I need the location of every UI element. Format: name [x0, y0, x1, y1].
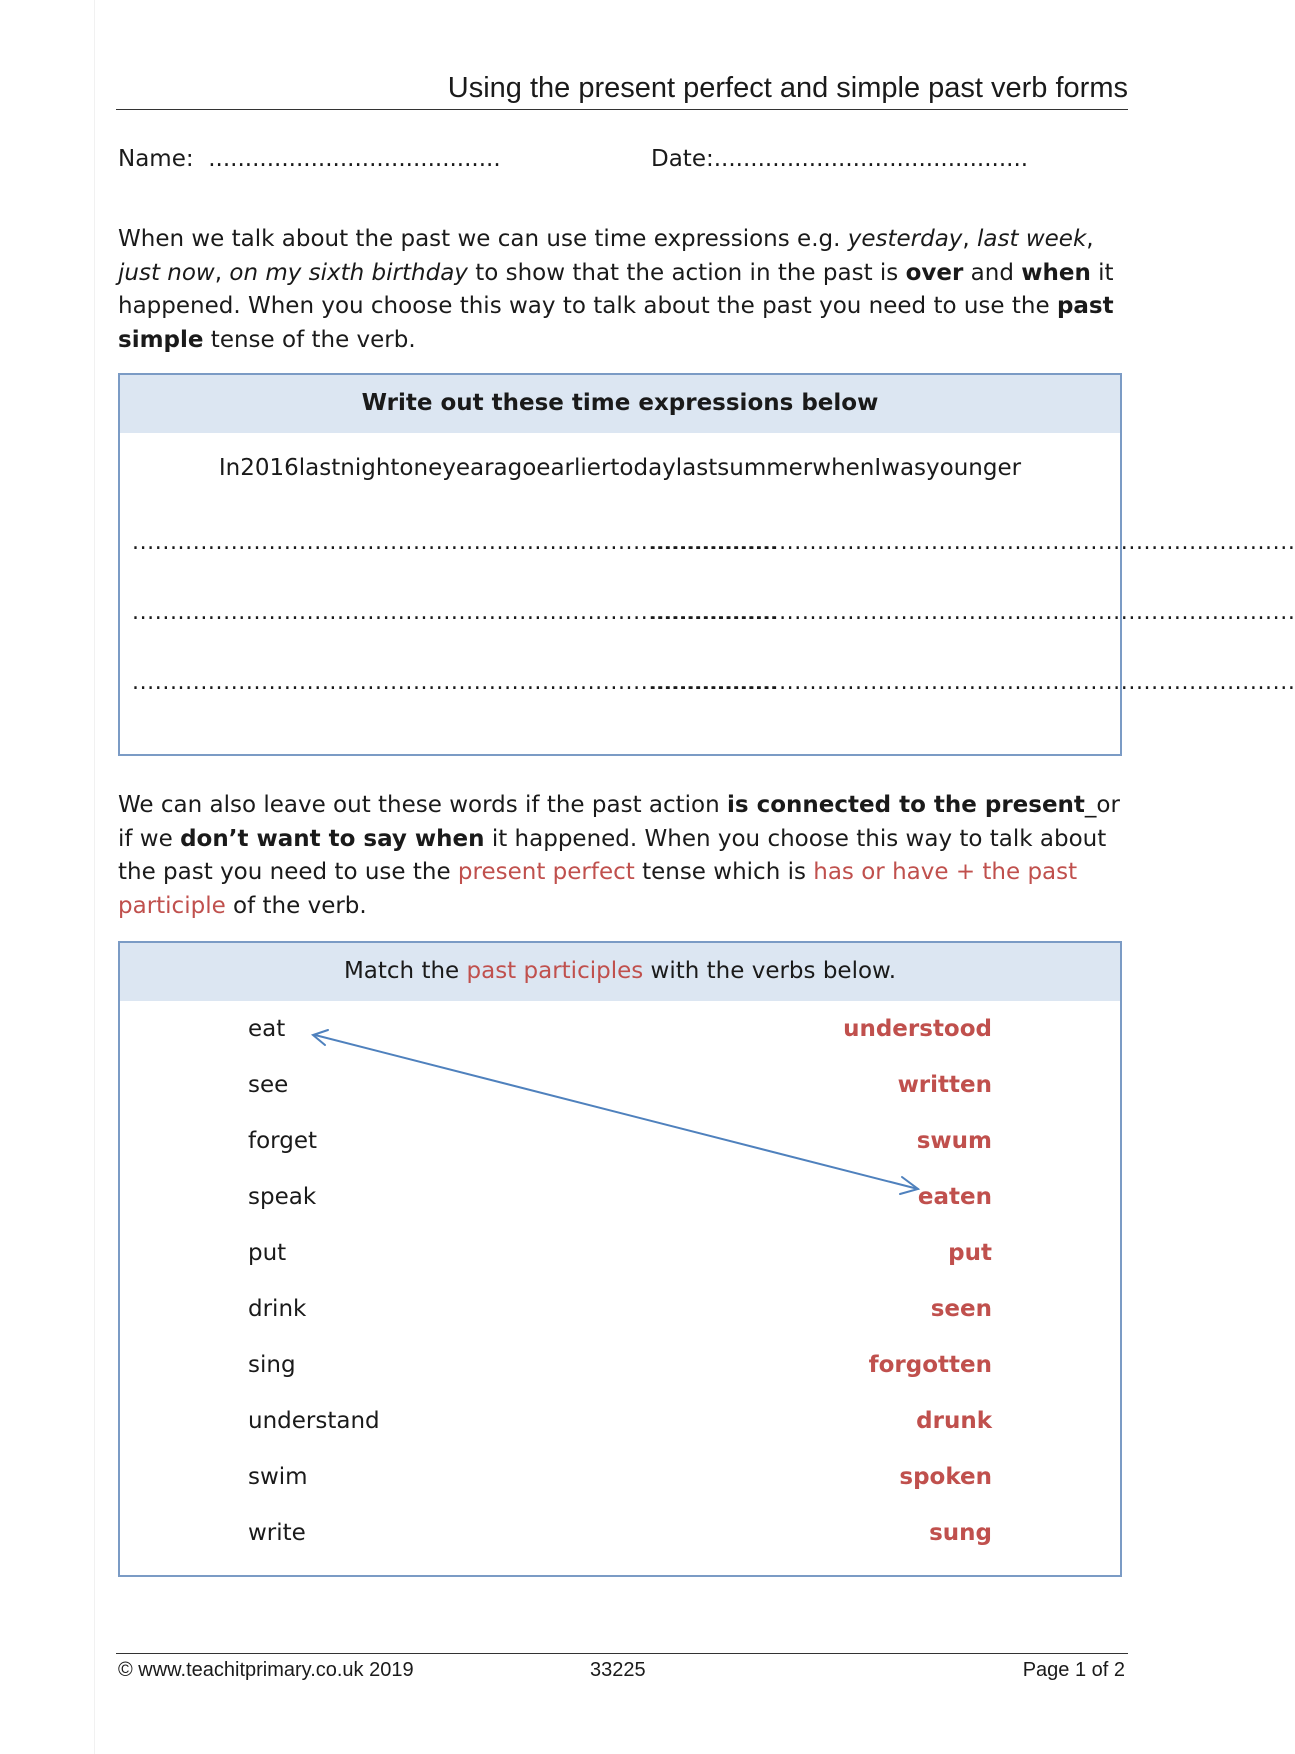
verb-item[interactable]: drink	[248, 1296, 307, 1322]
answer-line[interactable]: .....................................................................................	[650, 670, 1295, 695]
arrow-head-end	[900, 1177, 918, 1194]
participle-item[interactable]: put	[948, 1240, 992, 1266]
verb-item[interactable]: eat	[248, 1016, 286, 1042]
verb-item[interactable]: understand	[248, 1408, 380, 1434]
time-expressions-box	[118, 373, 1295, 756]
verb-item[interactable]: sing	[248, 1352, 296, 1378]
footer-copyright: © www.teachitprimary.co.uk 2019	[118, 1659, 414, 1681]
answer-line[interactable]: .....................................................................................	[132, 600, 778, 625]
page-title: Using the present perfect and simple past verb forms	[447, 72, 1128, 104]
date-dots: ...........................................	[713, 146, 1029, 172]
intro-paragraph: When we talk about the past we can use time expressions e.g. yesterday, last week, just now, on my sixth birthday to show that the action in the past is over and when it happened. When you choose this way to talk about the past you need to use the past simple tense of the verb.	[118, 226, 1114, 353]
participle-item[interactable]: eaten	[917, 1184, 992, 1210]
arrow-head-start	[313, 1030, 328, 1045]
name-field	[118, 146, 501, 172]
participle-item[interactable]: written	[897, 1072, 992, 1098]
date-label: Date:	[651, 146, 714, 172]
verb-item[interactable]: swim	[248, 1464, 308, 1490]
time-expressions-text: In2016lastnightoneyearagoearliertodaylastsummerwhenIwasyounger	[218, 455, 1022, 481]
date-field	[651, 146, 1028, 172]
footer-code: 33225	[590, 1659, 646, 1681]
participle-item[interactable]: drunk	[916, 1408, 992, 1434]
verb-item[interactable]: see	[248, 1072, 289, 1098]
participle-item[interactable]: forgotten	[868, 1352, 992, 1378]
present-perfect-paragraph: We can also leave out these words if the past action is connected to the present_or if we don’t want to say when it happened. When you choose this way to talk about the past you need to use the present perfect tense which is has or have + the past participle of the verb.	[118, 792, 1120, 919]
footer-rule	[116, 1653, 1128, 1654]
verb-item[interactable]: speak	[248, 1184, 317, 1210]
answer-line[interactable]: .....................................................................................	[650, 530, 1295, 555]
name-label: Name:	[118, 146, 194, 172]
answer-line[interactable]: .....................................................................................	[650, 600, 1295, 625]
participle-item[interactable]: spoken	[899, 1464, 992, 1490]
name-dots: ........................................	[208, 146, 501, 172]
participle-item[interactable]: seen	[930, 1296, 992, 1322]
footer-page-number: Page 1 of 2	[1022, 1659, 1125, 1681]
answer-line[interactable]: .....................................................................................	[132, 670, 778, 695]
header-rule	[116, 109, 1128, 110]
participle-item[interactable]: sung	[929, 1520, 992, 1546]
participle-item[interactable]: understood	[843, 1016, 992, 1042]
verb-item[interactable]: write	[248, 1520, 306, 1546]
page-edge	[94, 0, 95, 1754]
matching-heading: Match the past participles with the verbs below.	[120, 943, 1120, 1001]
verb-item[interactable]: forget	[248, 1128, 317, 1154]
verb-item[interactable]: put	[248, 1240, 287, 1266]
matching-box	[118, 941, 1122, 1577]
time-expressions-heading: Write out these time expressions below	[120, 375, 1120, 433]
participle-item[interactable]: swum	[916, 1128, 992, 1154]
answer-line[interactable]: .....................................................................................	[132, 530, 778, 555]
arrow-line	[315, 1035, 918, 1189]
